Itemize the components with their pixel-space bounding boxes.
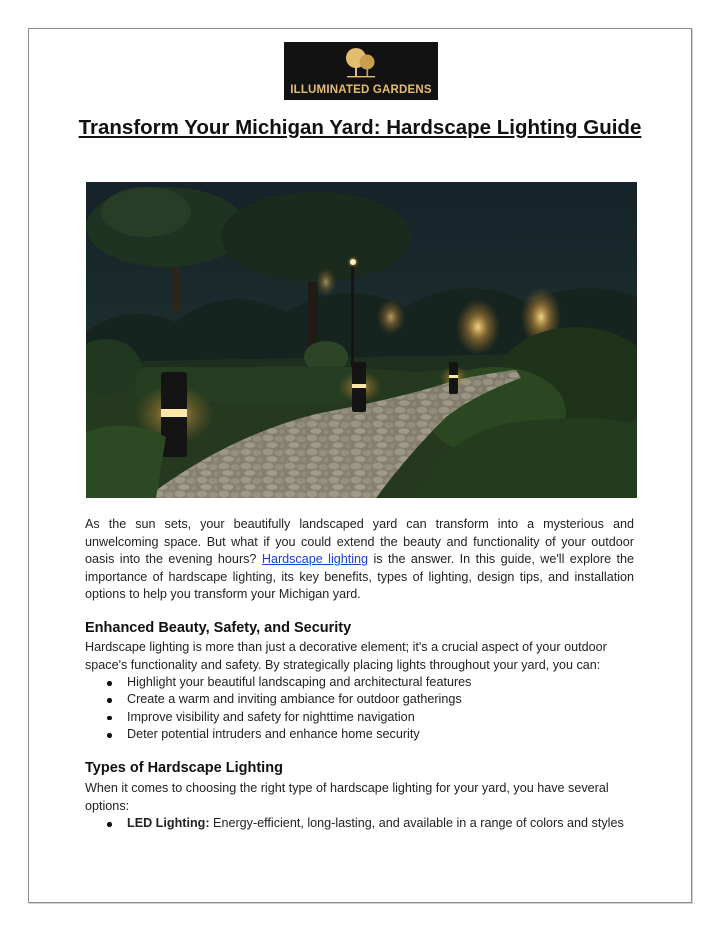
section-paragraph-benefits: Hardscape lighting is more than just a decorative element; it's a crucial aspect of your outdoor space's functionality and safety. By strategically placing lights throughout your yard, you can:	[85, 640, 607, 672]
list-item-text: Energy-efficient, long-lasting, and available in a range of colors and styles	[209, 816, 624, 830]
list-item: Highlight your beautiful landscaping and architectural features	[127, 674, 471, 691]
intro-text-before-link: As the sun sets, your beautifully landscaped yard can transform into a mysterious and unwelcoming space. But what if you could extend the beauty and functionality of your outdoor oasis into the evening hours?	[85, 517, 634, 567]
logo-text: ILLUMINATED GARDENS	[290, 84, 432, 96]
two-trees-icon	[341, 45, 381, 82]
hardscape-lighting-link[interactable]: Hardscape lighting	[261, 552, 369, 567]
hero-image	[86, 182, 637, 498]
list-item	[127, 815, 624, 832]
types-list	[85, 815, 624, 832]
list-item: Create a warm and inviting ambiance for outdoor gatherings	[127, 691, 471, 708]
benefits-list	[85, 674, 471, 744]
illuminated-gardens-logo	[284, 42, 438, 100]
section-heading-types: Types of Hardscape Lighting	[85, 760, 283, 776]
intro-paragraph	[85, 516, 634, 604]
intro-text-after-link: is the answer. In this guide, we'll explore the importance of hardscape lighting, its key benefits, types of lighting, design tips, and installation options to help you transform your Michigan yard.	[85, 552, 634, 602]
list-item: Improve visibility and safety for nighttime navigation	[127, 709, 471, 726]
garden-path-lighting-photo	[86, 182, 637, 498]
section-heading-benefits: Enhanced Beauty, Safety, and Security	[85, 620, 352, 636]
page-title: Transform Your Michigan Yard: Hardscape Lighting Guide	[78, 116, 642, 139]
document-page	[28, 28, 692, 903]
list-item-label: LED Lighting:	[127, 816, 210, 830]
list-item: Deter potential intruders and enhance home security	[127, 726, 471, 743]
section-paragraph-types: When it comes to choosing the right type of hardscape lighting for your yard, you have several options:	[85, 781, 609, 813]
